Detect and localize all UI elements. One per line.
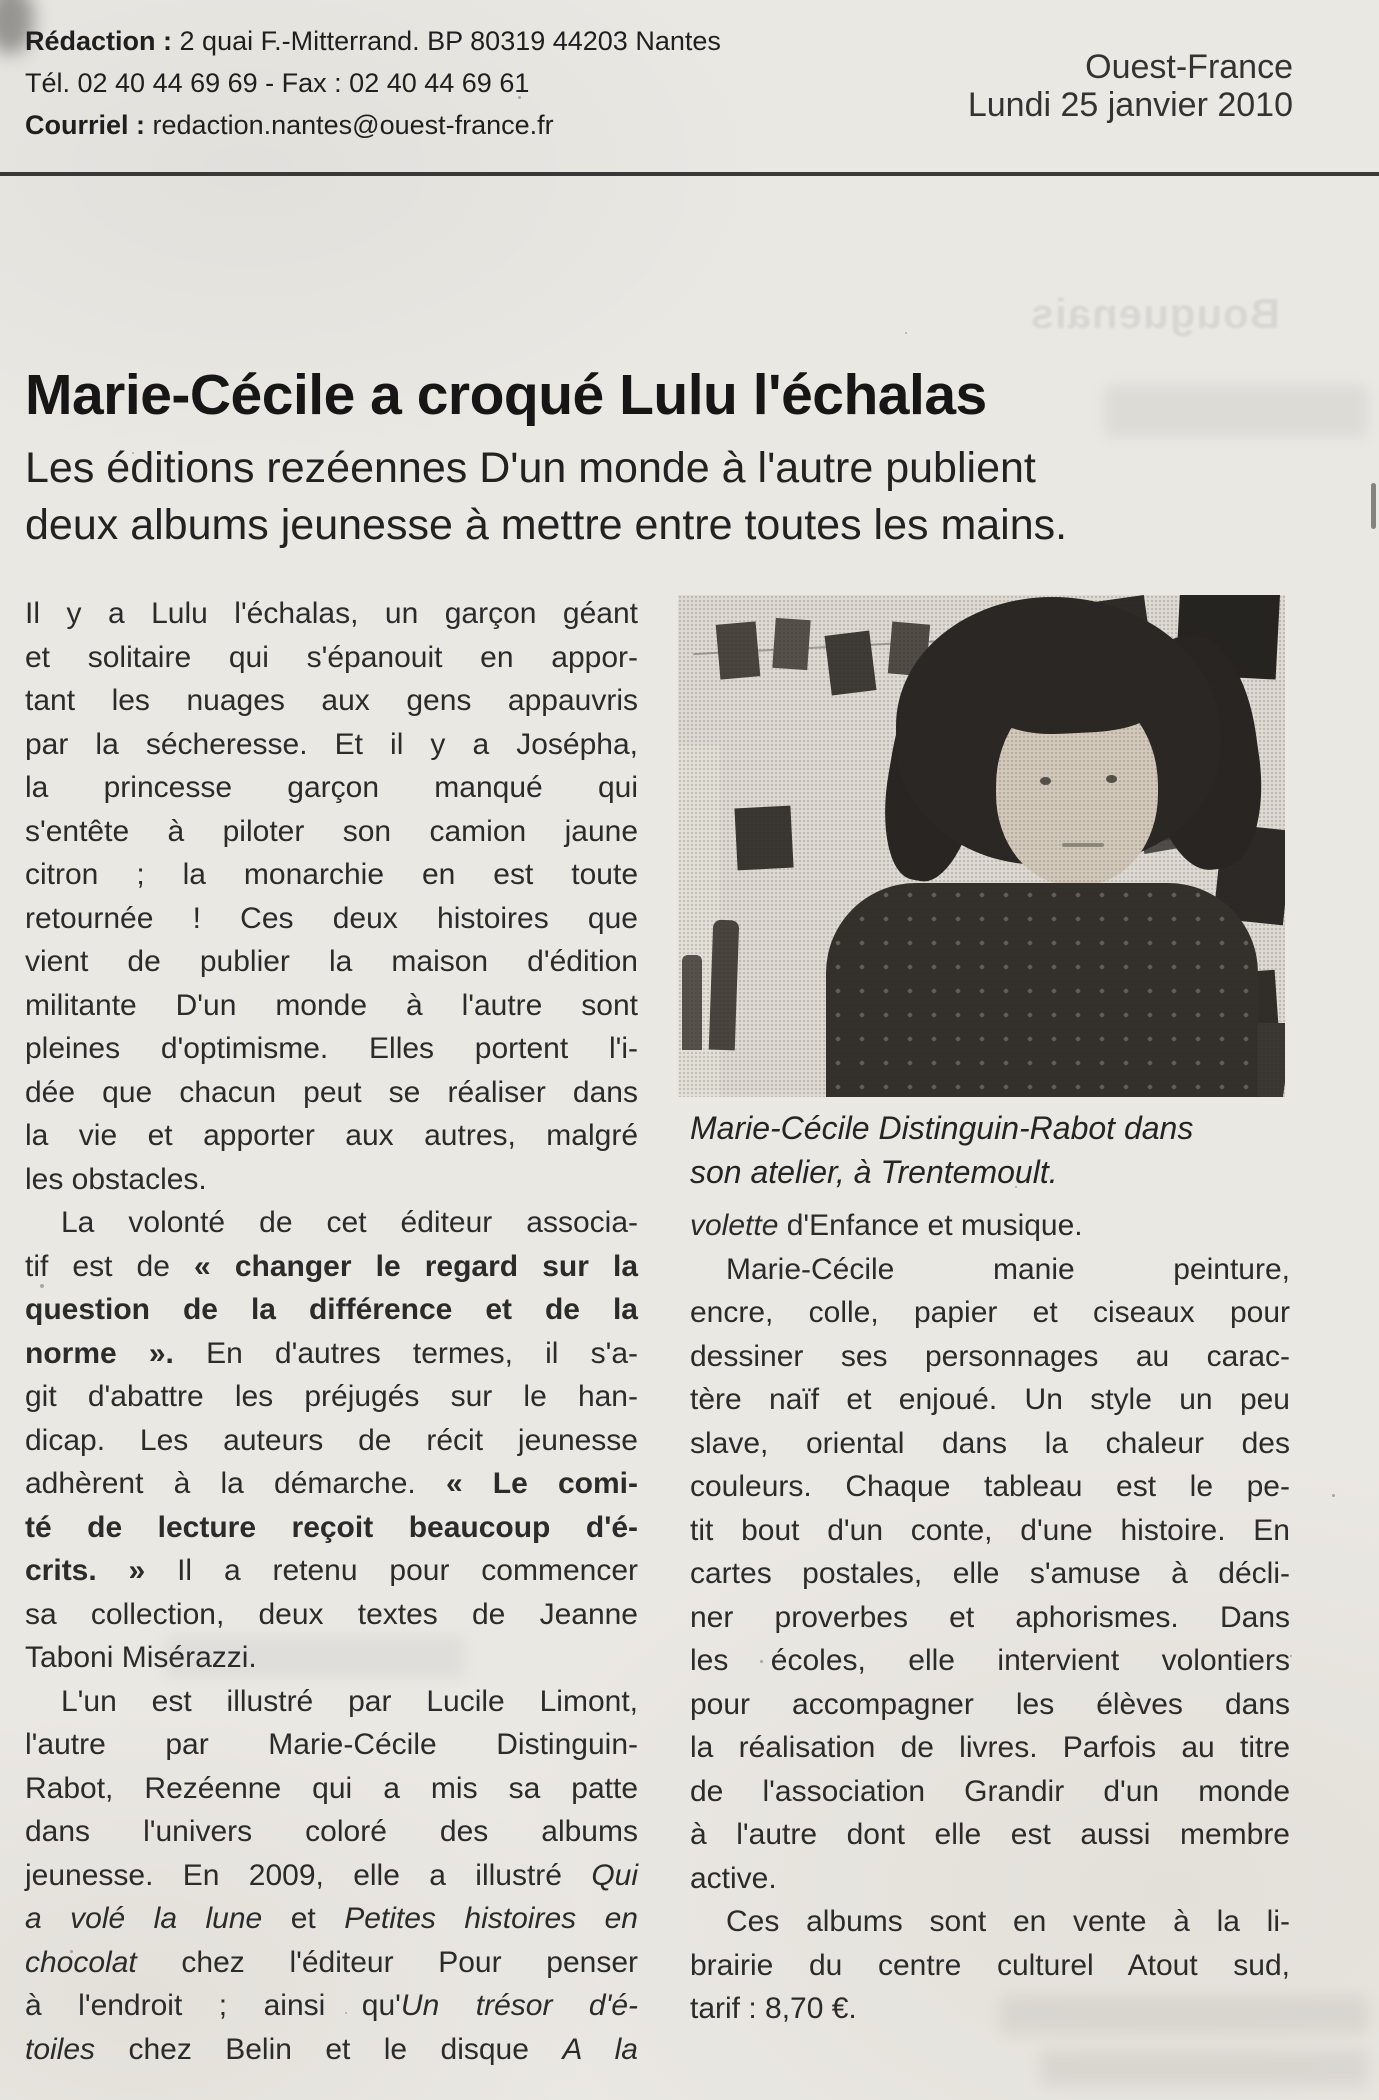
dust-speck — [1332, 1494, 1335, 1497]
masthead-edition-block — [968, 48, 1293, 124]
text-line: slave, oriental dans la chaleur des — [690, 1426, 1290, 1460]
text-line: à l'endroit ; ainsi qu'Un trésor d'é- — [25, 1989, 639, 2022]
subhead-line-1: Les éditions rezéennes D'un monde à l'autre publient — [25, 444, 1036, 492]
newspaper-name: Ouest-France — [1085, 48, 1293, 86]
dust-speck — [345, 2012, 347, 2014]
text-line: Taboni Misérazzi. — [25, 1641, 257, 1674]
subhead-line-2: deux albums jeunesse à mettre entre toutes les mains. — [25, 501, 1068, 549]
text-line: a volé la lune et Petites histoires en — [25, 1902, 638, 1935]
text-line: l'autre par Marie-Cécile Distinguin- — [25, 1728, 638, 1761]
phone-fax-line: Tél. 02 40 44 69 69 - Fax : 02 40 44 69 61 — [25, 68, 530, 98]
dust-speck — [760, 1660, 763, 1663]
text-line: toiles chez Belin et le disque A la — [25, 2032, 638, 2066]
redaction-address-line — [25, 20, 721, 62]
text-line: volette d'Enfance et musique. — [690, 1209, 1083, 1242]
dust-speck — [1015, 1186, 1017, 1188]
paragraph — [690, 1900, 1290, 2031]
text-line: pleines d'optimisme. Elles portent l'i- — [25, 1032, 638, 1065]
text-line: vient de publier la maison d'édition — [25, 945, 638, 978]
masthead-contact-block — [25, 20, 721, 146]
text-line: la vie et apporter aux autres, malgré — [25, 1119, 638, 1152]
text-line: de l'association Grandir d'un monde — [690, 1774, 1290, 1808]
text-line: citron ; la monarchie en est toute — [25, 858, 638, 891]
text-line: L'un est illustré par Lucile Limont, — [61, 1684, 638, 1718]
paragraph — [25, 592, 638, 1201]
text-line: les obstacles. — [25, 1162, 207, 1196]
text-line: et solitaire qui s'épanouit en appor- — [25, 640, 638, 674]
portrait-mouth — [1062, 843, 1104, 847]
text-line: pour accompagner les élèves dans — [690, 1687, 1290, 1721]
text-line: Il y a Lulu l'échalas, un garçon géant — [25, 597, 638, 630]
paragraph — [25, 1680, 638, 2072]
article-column-left — [25, 592, 638, 2071]
text-line: tit bout d'un conte, d'une histoire. En — [690, 1513, 1290, 1547]
caption-line-2: son atelier, à Trentemoult. — [690, 1154, 1058, 1190]
text-line: tif est de « changer le regard sur la — [25, 1249, 639, 1283]
photo-bottle — [682, 955, 702, 1050]
issue-date: Lundi 25 janvier 2010 — [967, 86, 1293, 124]
photo-postcard — [772, 618, 810, 670]
dust-speck — [905, 332, 907, 334]
text-line: dessiner ses personnages au carac- — [690, 1339, 1290, 1373]
text-line: dans l'univers coloré des albums — [25, 1815, 638, 1848]
paragraph — [690, 1248, 1290, 1901]
text-line: militante D'un monde à l'autre sont — [25, 988, 638, 1022]
portrait-eye — [1106, 775, 1117, 783]
text-line: encre, colle, papier et ciseaux pour — [690, 1296, 1290, 1329]
text-line: tarif : 8,70 €. — [690, 1992, 857, 2025]
text-line: crits. » Il a retenu pour commencer — [25, 1554, 638, 1587]
text-line: s'entête à piloter son camion jaune — [25, 814, 638, 848]
photo-caption — [690, 1106, 1290, 1194]
text-line: dicap. Les auteurs de récit jeunesse — [25, 1423, 638, 1457]
header-divider — [0, 172, 1379, 176]
photo-artwork — [734, 806, 793, 871]
text-line: Ces albums sont en vente à la li- — [726, 1905, 1290, 1938]
dust-speck — [518, 96, 521, 99]
text-line: couleurs. Chaque tableau est le pe- — [690, 1470, 1290, 1503]
text-line: brairie du centre culturel Atout sud, — [690, 1948, 1290, 1982]
text-line: adhèrent à la démarche. « Le comi- — [25, 1467, 639, 1500]
dust-speck — [1290, 1655, 1292, 1657]
text-line: les écoles, elle intervient volontiers — [690, 1644, 1290, 1677]
text-line: ner proverbes et aphorismes. Dans — [690, 1600, 1290, 1634]
text-line: retournée ! Ces deux histoires que — [25, 901, 638, 935]
portrait-eye — [1040, 777, 1051, 785]
dust-speck — [70, 1950, 73, 1953]
portrait-sweater — [826, 883, 1258, 1097]
text-line: active. — [690, 1861, 777, 1895]
text-line: tère naïf et enjoué. Un style un peu — [690, 1383, 1290, 1416]
scan-edge-mark — [1371, 483, 1376, 529]
article-headline: Marie-Cécile a croqué Lulu l'échalas — [25, 363, 987, 427]
text-line: Rabot, Rezéenne qui a mis sa patte — [25, 1771, 638, 1805]
text-line: té de lecture reçoit beaucoup d'é- — [25, 1510, 638, 1544]
email-label: Courriel : — [25, 110, 146, 140]
paragraph — [25, 1201, 638, 1680]
redaction-label: Rédaction : — [25, 26, 173, 56]
photo-postcard — [716, 621, 761, 679]
photo-bottle — [709, 920, 740, 1051]
dust-speck — [1230, 905, 1232, 907]
text-line: question de la différence et de la — [25, 1293, 638, 1326]
article-subhead — [25, 440, 1355, 554]
text-line: cartes postales, elle s'amuse à décli- — [690, 1557, 1290, 1590]
article-photo — [678, 595, 1285, 1097]
caption-line-1: Marie-Cécile Distinguin-Rabot dans — [690, 1110, 1194, 1146]
photo-postcard — [825, 630, 877, 695]
text-line: sa collection, deux textes de Jeanne — [25, 1597, 638, 1631]
text-line: jeunesse. En 2009, elle a illustré Qui — [25, 1858, 638, 1892]
text-line: Marie-Cécile manie peinture, — [726, 1252, 1290, 1286]
email-address: redaction.nantes@ouest-france.fr — [152, 110, 554, 140]
redaction-address: 2 quai F.-Mitterrand. BP 80319 44203 Nantes — [179, 26, 721, 56]
article-column-right — [690, 1204, 1290, 2031]
email-line — [25, 104, 721, 146]
text-line: La volonté de cet éditeur associa- — [61, 1206, 638, 1239]
text-line: norme ». En d'autres termes, il s'a- — [25, 1336, 638, 1370]
text-line: git d'abattre les préjugés sur le han- — [25, 1380, 638, 1413]
text-line: la réalisation de livres. Parfois au titre — [690, 1731, 1290, 1764]
text-line: par la sécheresse. Et il y a Josépha, — [25, 727, 638, 761]
text-line: à l'autre dont elle est aussi membre — [690, 1818, 1290, 1851]
text-line: la princesse garçon manqué qui — [25, 771, 638, 804]
text-line: dée que chacun peut se réaliser dans — [25, 1075, 638, 1109]
text-line: chocolat chez l'éditeur Pour penser — [25, 1945, 638, 1979]
dust-speck — [132, 452, 134, 454]
dust-speck — [40, 1284, 44, 1288]
paragraph — [690, 1204, 1290, 1248]
text-line: tant les nuages aux gens appauvris — [25, 684, 638, 717]
bleed-through-text: Bouguenais — [1029, 290, 1280, 337]
bleed-through-smudge — [1040, 2050, 1368, 2086]
